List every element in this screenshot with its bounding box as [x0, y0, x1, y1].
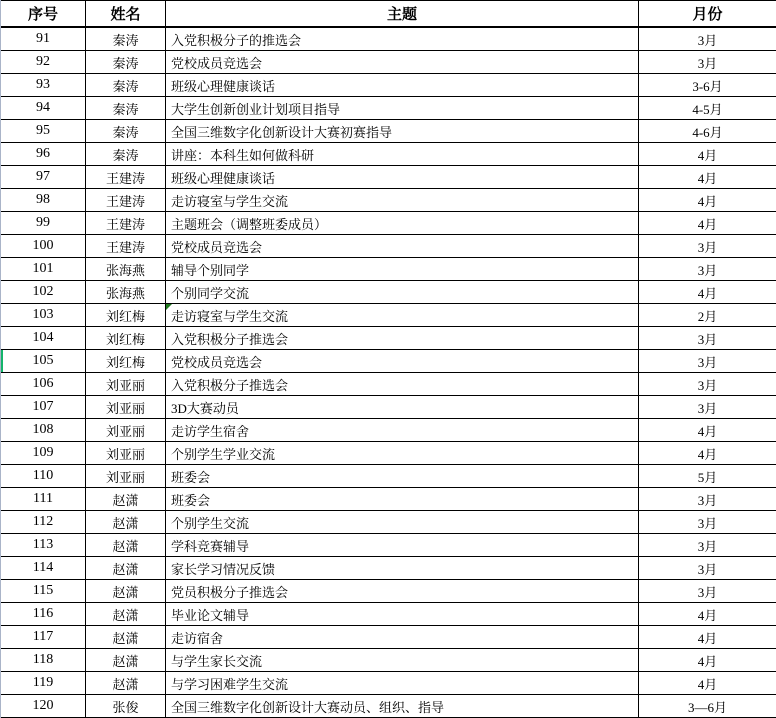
- table-row: [1, 373, 776, 396]
- cell-month[interactable]: 4月: [639, 281, 776, 304]
- cell-topic[interactable]: 与学生家长交流: [166, 649, 639, 672]
- cell-topic[interactable]: 党员积极分子推选会: [166, 580, 639, 603]
- cell-topic[interactable]: 党校成员竞选会: [166, 350, 639, 373]
- header-row: [1, 1, 776, 28]
- cell-month[interactable]: 3月: [639, 235, 776, 258]
- cell-month[interactable]: 4月: [639, 649, 776, 672]
- table-row: [1, 695, 776, 718]
- table-row: [1, 327, 776, 350]
- cell-index[interactable]: 109: [1, 442, 86, 465]
- cell-name[interactable]: 王建涛: [86, 189, 166, 212]
- cell-name[interactable]: 赵潇: [86, 626, 166, 649]
- col-header-name[interactable]: 姓名: [86, 1, 166, 28]
- cell-index[interactable]: 100: [1, 235, 86, 258]
- cell-index[interactable]: 95: [1, 120, 86, 143]
- table-row: [1, 534, 776, 557]
- cell-index[interactable]: 107: [1, 396, 86, 419]
- table-row: [1, 626, 776, 649]
- cell-name[interactable]: 刘亚丽: [86, 373, 166, 396]
- cell-month[interactable]: 3月: [639, 488, 776, 511]
- cell-name[interactable]: 刘亚丽: [86, 419, 166, 442]
- cell-month[interactable]: 3月: [639, 511, 776, 534]
- cell-index[interactable]: 94: [1, 97, 86, 120]
- cell-index[interactable]: 105: [1, 350, 86, 373]
- cell-index[interactable]: 119: [1, 672, 86, 695]
- table-row: [1, 396, 776, 419]
- table-row: [1, 189, 776, 212]
- cell-name[interactable]: 赵潇: [86, 511, 166, 534]
- cell-month[interactable]: 4月: [639, 419, 776, 442]
- table-row: [1, 603, 776, 626]
- cell-name[interactable]: 赵潇: [86, 557, 166, 580]
- cell-name[interactable]: 刘亚丽: [86, 396, 166, 419]
- cell-topic[interactable]: 党校成员竞选会: [166, 235, 639, 258]
- table-row: [1, 212, 776, 235]
- col-header-index[interactable]: 序号: [1, 1, 86, 28]
- cell-name[interactable]: 秦涛: [86, 143, 166, 166]
- cell-index[interactable]: 116: [1, 603, 86, 626]
- cell-month[interactable]: 3月: [639, 373, 776, 396]
- cell-month[interactable]: 3月: [639, 51, 776, 74]
- cell-month[interactable]: 4月: [639, 189, 776, 212]
- cell-month[interactable]: 4月: [639, 442, 776, 465]
- cell-month[interactable]: 4-5月: [639, 97, 776, 120]
- cell-index[interactable]: 91: [1, 27, 86, 51]
- cell-topic[interactable]: 党校成员竞选会: [166, 51, 639, 74]
- cell-topic[interactable]: 入党积极分子推选会: [166, 327, 639, 350]
- cell-index[interactable]: 108: [1, 419, 86, 442]
- cell-index[interactable]: 118: [1, 649, 86, 672]
- cell-month[interactable]: 4月: [639, 626, 776, 649]
- table-row: [1, 166, 776, 189]
- cell-index[interactable]: 102: [1, 281, 86, 304]
- cell-topic[interactable]: 主题班会（调整班委成员）: [166, 212, 639, 235]
- table-row: [1, 120, 776, 143]
- cell-index[interactable]: 113: [1, 534, 86, 557]
- error-indicator-icon: [166, 304, 172, 310]
- cell-topic[interactable]: 讲座：本科生如何做科研: [166, 143, 639, 166]
- cell-topic[interactable]: 3D大赛动员: [166, 396, 639, 419]
- cell-month[interactable]: 3月: [639, 327, 776, 350]
- cell-index[interactable]: 114: [1, 557, 86, 580]
- cell-index[interactable]: 111: [1, 488, 86, 511]
- cell-month[interactable]: 4月: [639, 143, 776, 166]
- cell-name[interactable]: 秦涛: [86, 74, 166, 97]
- table-row: [1, 304, 776, 327]
- cell-month[interactable]: 4月: [639, 603, 776, 626]
- cell-index[interactable]: 115: [1, 580, 86, 603]
- cell-index[interactable]: 98: [1, 189, 86, 212]
- table-row: [1, 258, 776, 281]
- table-row: [1, 442, 776, 465]
- cell-topic[interactable]: 班级心理健康谈话: [166, 166, 639, 189]
- cell-topic[interactable]: 毕业论文辅导: [166, 603, 639, 626]
- cell-topic[interactable]: 个别同学交流: [166, 281, 639, 304]
- cell-topic[interactable]: 走访寝室与学生交流: [166, 189, 639, 212]
- cell-topic[interactable]: 班级心理健康谈话: [166, 74, 639, 97]
- cell-month[interactable]: 3月: [639, 557, 776, 580]
- cell-name[interactable]: 刘红梅: [86, 304, 166, 327]
- cell-month[interactable]: 3月: [639, 534, 776, 557]
- cell-month[interactable]: 4-6月: [639, 120, 776, 143]
- table-row: [1, 580, 776, 603]
- cell-name[interactable]: 赵潇: [86, 488, 166, 511]
- cell-topic[interactable]: 入党积极分子推选会: [166, 373, 639, 396]
- table-row: [1, 143, 776, 166]
- cell-name[interactable]: 秦涛: [86, 97, 166, 120]
- cell-month[interactable]: 3月: [639, 258, 776, 281]
- cell-name[interactable]: 秦涛: [86, 51, 166, 74]
- cell-name[interactable]: 赵潇: [86, 603, 166, 626]
- cell-topic[interactable]: 个别学生学业交流: [166, 442, 639, 465]
- cell-name[interactable]: 赵潇: [86, 580, 166, 603]
- cell-name[interactable]: 赵潇: [86, 672, 166, 695]
- cell-month[interactable]: 3-6月: [639, 74, 776, 97]
- cell-topic[interactable]: 学科竞赛辅导: [166, 534, 639, 557]
- col-header-topic[interactable]: 主题: [166, 1, 639, 28]
- cell-index[interactable]: 92: [1, 51, 86, 74]
- cell-topic[interactable]: 全国三维数字化创新设计大赛动员、组织、指导: [166, 695, 639, 718]
- cell-month[interactable]: 3月: [639, 580, 776, 603]
- table-row: [1, 74, 776, 97]
- cell-topic[interactable]: 个别学生交流: [166, 511, 639, 534]
- cell-topic[interactable]: 走访学生宿舍: [166, 419, 639, 442]
- table-row: [1, 350, 776, 373]
- cell-name[interactable]: 秦涛: [86, 120, 166, 143]
- cell-index[interactable]: 93: [1, 74, 86, 97]
- cell-topic[interactable]: 入党积极分子的推选会: [166, 27, 639, 51]
- table-row: [1, 649, 776, 672]
- table-row: [1, 465, 776, 488]
- cell-name[interactable]: 王建涛: [86, 235, 166, 258]
- cell-index[interactable]: 110: [1, 465, 86, 488]
- cell-topic[interactable]: 与学习困难学生交流: [166, 672, 639, 695]
- table-row: [1, 51, 776, 74]
- cell-topic[interactable]: 走访寝室与学生交流: [166, 304, 639, 327]
- cell-topic[interactable]: 家长学习情况反馈: [166, 557, 639, 580]
- cell-name[interactable]: 王建涛: [86, 212, 166, 235]
- cell-topic[interactable]: 班委会: [166, 488, 639, 511]
- cell-index[interactable]: 112: [1, 511, 86, 534]
- table-row: [1, 27, 776, 51]
- cell-month[interactable]: 3月: [639, 27, 776, 51]
- cell-name[interactable]: 王建涛: [86, 166, 166, 189]
- table-row: [1, 488, 776, 511]
- cell-name[interactable]: 赵潇: [86, 534, 166, 557]
- cell-month[interactable]: 5月: [639, 465, 776, 488]
- cell-name[interactable]: 秦涛: [86, 27, 166, 51]
- cell-index[interactable]: 101: [1, 258, 86, 281]
- cell-month[interactable]: 3月: [639, 396, 776, 419]
- table-row: [1, 672, 776, 695]
- cell-name[interactable]: 刘红梅: [86, 327, 166, 350]
- table-row: [1, 419, 776, 442]
- cell-index[interactable]: 104: [1, 327, 86, 350]
- cell-name[interactable]: 刘亚丽: [86, 465, 166, 488]
- cell-index[interactable]: 106: [1, 373, 86, 396]
- cell-month[interactable]: 4月: [639, 672, 776, 695]
- cell-name[interactable]: 赵潇: [86, 649, 166, 672]
- cell-topic[interactable]: 班委会: [166, 465, 639, 488]
- cell-index[interactable]: 120: [1, 695, 86, 718]
- cell-index[interactable]: 96: [1, 143, 86, 166]
- cell-topic[interactable]: 走访宿舍: [166, 626, 639, 649]
- cell-month[interactable]: 3—6月: [639, 695, 776, 718]
- table-row: [1, 97, 776, 120]
- table-row: [1, 557, 776, 580]
- cell-topic[interactable]: 全国三维数字化创新设计大赛初赛指导: [166, 120, 639, 143]
- cell-name[interactable]: 刘红梅: [86, 350, 166, 373]
- cell-name[interactable]: 张海燕: [86, 281, 166, 304]
- table-row: [1, 281, 776, 304]
- cell-index[interactable]: 99: [1, 212, 86, 235]
- cell-month[interactable]: 4月: [639, 166, 776, 189]
- cell-name[interactable]: 张俊: [86, 695, 166, 718]
- cell-month[interactable]: 2月: [639, 304, 776, 327]
- col-header-month[interactable]: 月份: [639, 1, 776, 28]
- sheet-edge-line: [0, 0, 1, 718]
- table-row: [1, 511, 776, 534]
- cell-topic[interactable]: 大学生创新创业计划项目指导: [166, 97, 639, 120]
- cell-topic[interactable]: 辅导个别同学: [166, 258, 639, 281]
- cell-month[interactable]: 4月: [639, 212, 776, 235]
- cell-index[interactable]: 97: [1, 166, 86, 189]
- cell-name[interactable]: 张海燕: [86, 258, 166, 281]
- cell-index[interactable]: 103: [1, 304, 86, 327]
- cell-name[interactable]: 刘亚丽: [86, 442, 166, 465]
- table-row: [1, 235, 776, 258]
- cell-index[interactable]: 117: [1, 626, 86, 649]
- cell-month[interactable]: 3月: [639, 350, 776, 373]
